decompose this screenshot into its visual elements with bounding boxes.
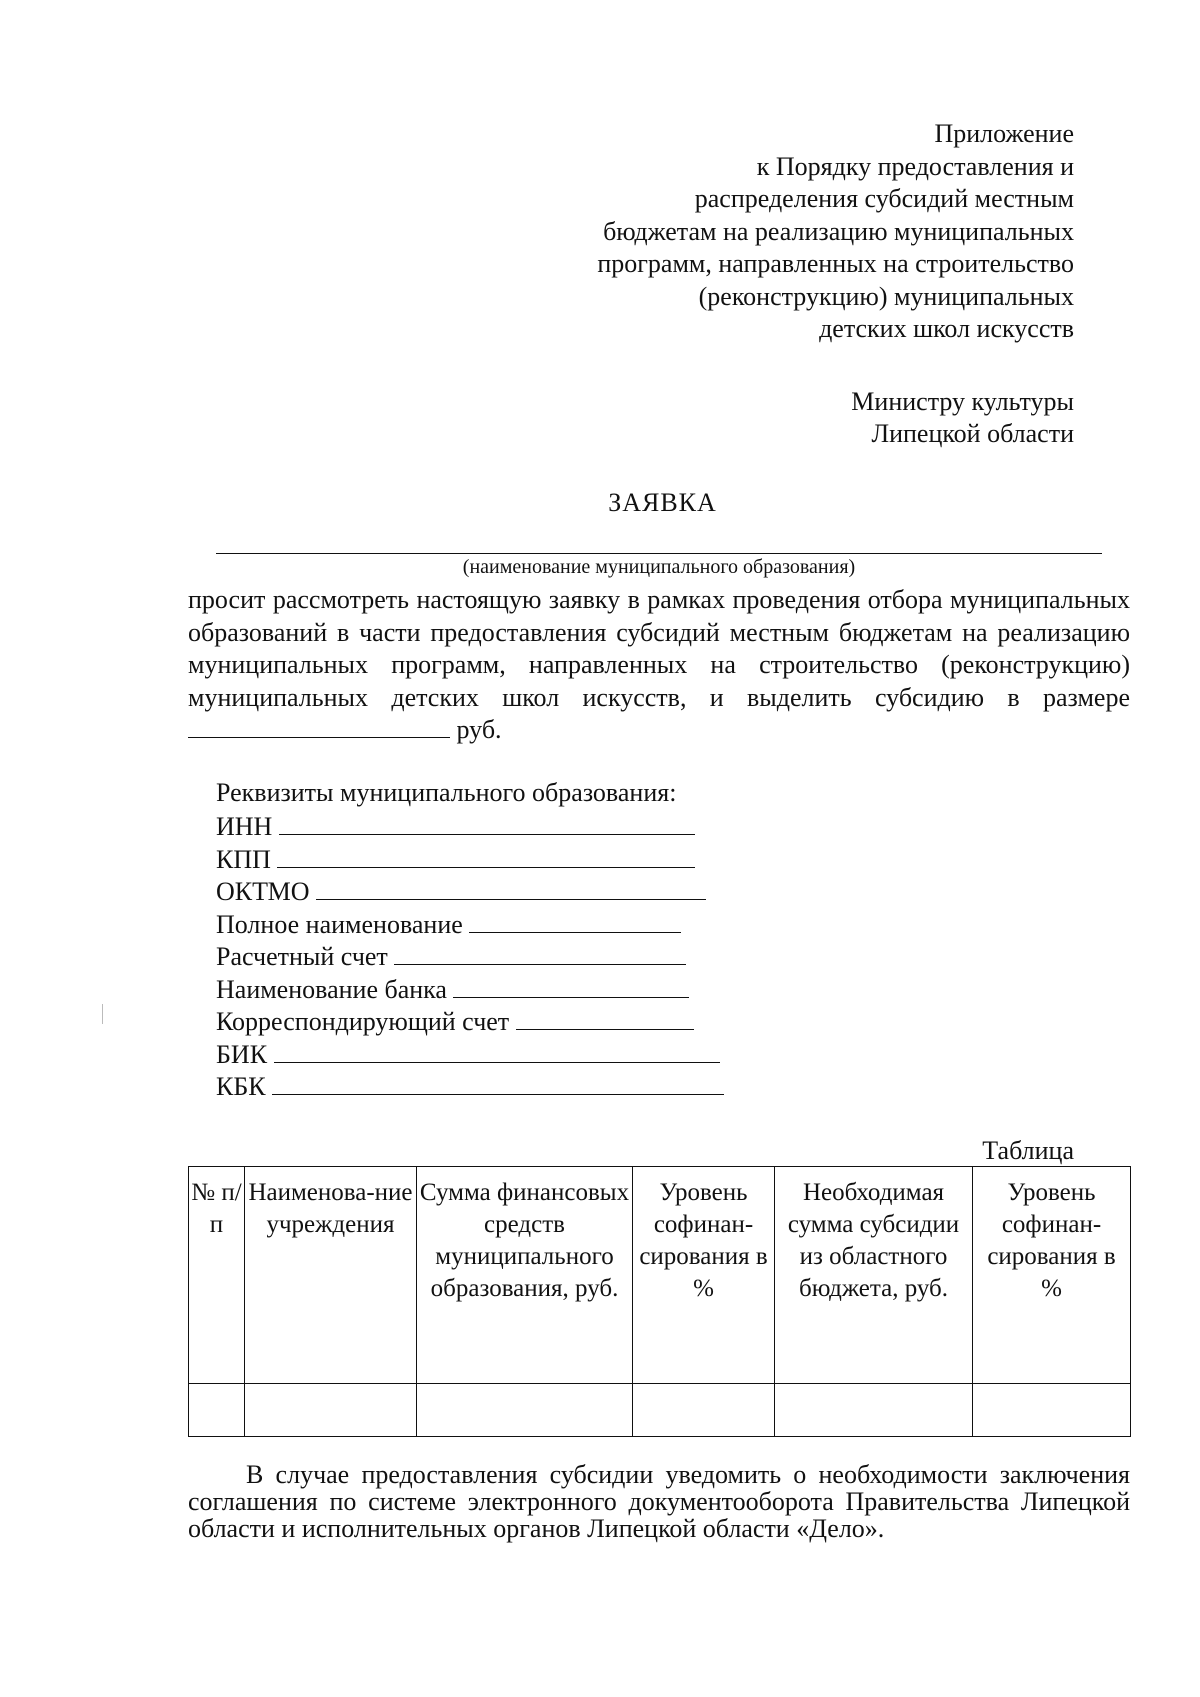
scan-artifact-mark <box>102 1004 103 1024</box>
appendix-line: бюджетам на реализацию муниципальных <box>603 216 1074 246</box>
requisite-label: Корреспондирующий счет <box>216 1007 510 1036</box>
table-cell <box>973 1384 1131 1437</box>
addressee-line: Липецкой области <box>871 419 1074 448</box>
column-header-required-subsidy: Необходимая сумма субсидии из областного бюджета, руб. <box>775 1167 973 1384</box>
requisite-blank <box>277 845 695 868</box>
requisite-row <box>216 1006 916 1039</box>
requisite-row <box>216 876 916 909</box>
requisite-label: Наименование банка <box>216 974 447 1004</box>
appendix-block <box>514 118 1074 346</box>
requisite-row <box>216 974 916 1007</box>
subsidy-table-wrapper <box>188 1166 1130 1437</box>
requisite-row <box>216 909 916 942</box>
request-text: просит рассмотреть настоящую заявку в рамках проведения отбора муниципальных образований в части предоставления субсидий местным бюджетам на реализацию муниципальных программ, направленных на строительство (реконструкцию) муниципальных детских школ искусств, и выделить субсидию в размере <box>188 585 1130 712</box>
column-header-cofinancing-level-2: Уровень софинан-сирования в % <box>973 1167 1131 1384</box>
notification-paragraph <box>188 1461 1130 1542</box>
requisite-row <box>216 811 916 844</box>
addressee-line: Министру культуры <box>851 387 1074 416</box>
request-paragraph <box>188 584 1130 747</box>
subsidy-amount-blank <box>188 715 450 738</box>
requisite-blank <box>453 975 689 998</box>
requisite-row <box>216 1039 916 1072</box>
appendix-line: детских школ искусств <box>819 314 1074 343</box>
column-header-institution: Наименова-ние учреждения <box>245 1167 417 1384</box>
table-cell <box>245 1384 417 1437</box>
requisite-label: БИК <box>216 1039 268 1069</box>
addressee-block <box>674 386 1074 450</box>
table-cell <box>633 1384 775 1437</box>
municipality-name-caption: (наименование муниципального образования) <box>462 556 856 578</box>
requisite-label: ОКТМО <box>216 877 310 906</box>
requisite-row <box>216 1071 916 1104</box>
appendix-line: к Порядку предоставления и <box>756 151 1074 181</box>
requisite-label: КПП <box>216 844 271 874</box>
table-header-row <box>189 1167 1131 1384</box>
requisite-row <box>216 844 916 877</box>
requisite-label: Полное наименование <box>216 909 463 939</box>
requisite-blank <box>279 812 695 835</box>
municipality-name-blank-line <box>216 553 1102 554</box>
table-label: Таблица <box>982 1136 1074 1165</box>
subsidy-table <box>188 1166 1131 1437</box>
currency-label: руб. <box>456 715 502 744</box>
requisites-list <box>216 811 916 1104</box>
appendix-line: (реконструкцию) муниципальных <box>698 281 1074 311</box>
requisite-blank <box>272 1072 724 1095</box>
appendix-line: Приложение <box>934 119 1074 148</box>
requisite-label: Расчетный счет <box>216 942 388 971</box>
requisite-blank <box>516 1007 694 1030</box>
table-cell <box>775 1384 973 1437</box>
requisite-blank <box>394 942 686 965</box>
document-title: ЗАЯВКА <box>608 488 717 517</box>
requisite-label: ИНН <box>216 812 273 841</box>
notification-text: В случае предоставления субсидии уведомить о необходимости заключения соглашения по системе электронного документооборота Правительства Липецкой области и исполнительных органов Липецкой области «Дело». <box>188 1460 1130 1543</box>
requisite-blank <box>469 910 681 933</box>
table-cell <box>417 1384 633 1437</box>
table-row <box>189 1384 1131 1437</box>
column-header-municipal-funds: Сумма финансовых средств муниципального образования, руб. <box>417 1167 633 1384</box>
requisite-blank <box>316 877 706 900</box>
requisite-row <box>216 941 916 974</box>
table-cell <box>189 1384 245 1437</box>
requisite-label: КБК <box>216 1072 266 1101</box>
requisites-title: Реквизиты муниципального образования: <box>216 778 677 807</box>
appendix-line: программ, направленных на строительство <box>597 249 1074 278</box>
appendix-line: распределения субсидий местным <box>694 184 1074 213</box>
requisite-blank <box>274 1040 720 1063</box>
column-header-cofinancing-level: Уровень софинан-сирования в % <box>633 1167 775 1384</box>
column-header-number: № п/п <box>189 1167 245 1384</box>
